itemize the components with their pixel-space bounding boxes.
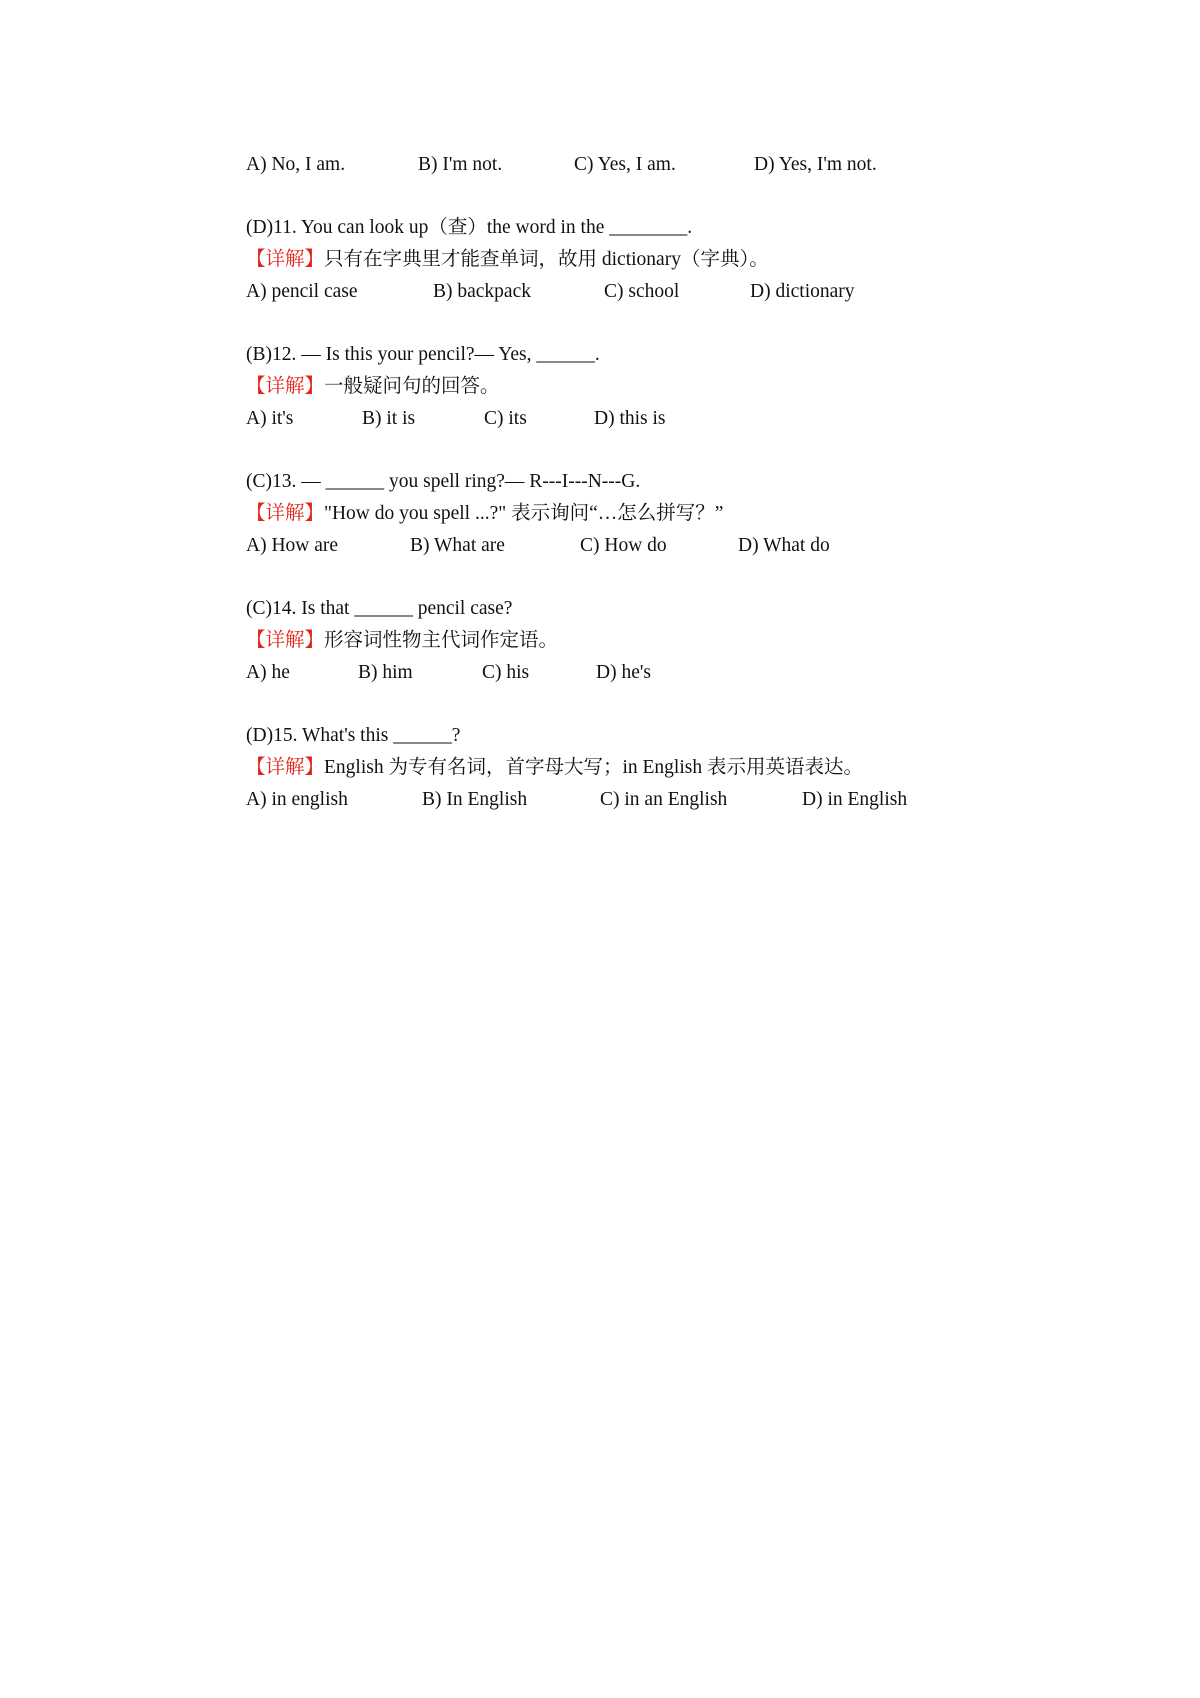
- q13-option-d: D) What do: [738, 535, 830, 556]
- q14-explain-text: 形容词性物主代词作定语。: [324, 630, 559, 651]
- q10-option-d: D) Yes, I'm not.: [754, 154, 877, 175]
- q14-explanation: [246, 628, 558, 654]
- q12-question: (B)12. — Is this your pencil?— Yes, ______.: [246, 344, 600, 365]
- q10-option-b: B) I'm not.: [418, 154, 503, 175]
- q10-option-c: C) Yes, I am.: [574, 154, 676, 175]
- q11-option-a: A) pencil case: [246, 281, 358, 302]
- q15-option-d: D) in English: [802, 789, 908, 810]
- q11-explain-text: 只有在字典里才能查单词，故用 dictionary（字典）。: [324, 249, 769, 270]
- q11-explanation: [246, 247, 769, 273]
- q14-question: (C)14. Is that ______ pencil case?: [246, 598, 513, 619]
- q15-option-a: A) in english: [246, 789, 348, 810]
- q14-option-d: D) he's: [596, 662, 651, 683]
- q12-explain-tag: 【详解】: [246, 376, 325, 397]
- q13-question: (C)13. — ______ you spell ring?— R---I---N---G.: [246, 471, 641, 492]
- q13-option-c: C) How do: [580, 535, 667, 556]
- q12-explain-text: 一般疑问句的回答。: [324, 376, 500, 397]
- q11-option-d: D) dictionary: [750, 281, 855, 302]
- q15-option-b: B) In English: [422, 789, 528, 810]
- q15-explain-text: English 为专有名词，首字母大写；in English 表示用英语表达。: [324, 757, 863, 778]
- q14-option-c: C) his: [482, 662, 530, 683]
- q11-option-c: C) school: [604, 281, 680, 302]
- q11-question: (D)11. You can look up（查）the word in the ________.: [246, 217, 693, 238]
- q10-option-a: A) No, I am.: [246, 154, 346, 175]
- q11-option-b: B) backpack: [433, 281, 531, 302]
- q13-option-b: B) What are: [410, 535, 505, 556]
- q11-explain-tag: 【详解】: [246, 249, 325, 270]
- q13-explain-text: "How do you spell ...?" 表示询问“…怎么拼写？”: [324, 503, 724, 524]
- q15-explanation: [246, 755, 863, 781]
- q13-explanation: [246, 501, 723, 527]
- q13-explain-tag: 【详解】: [246, 503, 325, 524]
- q12-option-c: C) its: [484, 408, 527, 429]
- q12-option-d: D) this is: [594, 408, 666, 429]
- q15-explain-tag: 【详解】: [246, 757, 325, 778]
- q14-option-b: B) him: [358, 662, 413, 683]
- q14-option-a: A) he: [246, 662, 290, 683]
- q12-option-a: A) it's: [246, 408, 294, 429]
- q12-explanation: [246, 374, 500, 400]
- q13-option-a: A) How are: [246, 535, 339, 556]
- q15-question: (D)15. What's this ______?: [246, 725, 461, 746]
- q12-option-b: B) it is: [362, 408, 416, 429]
- q15-option-c: C) in an English: [600, 789, 728, 810]
- q14-explain-tag: 【详解】: [246, 630, 325, 651]
